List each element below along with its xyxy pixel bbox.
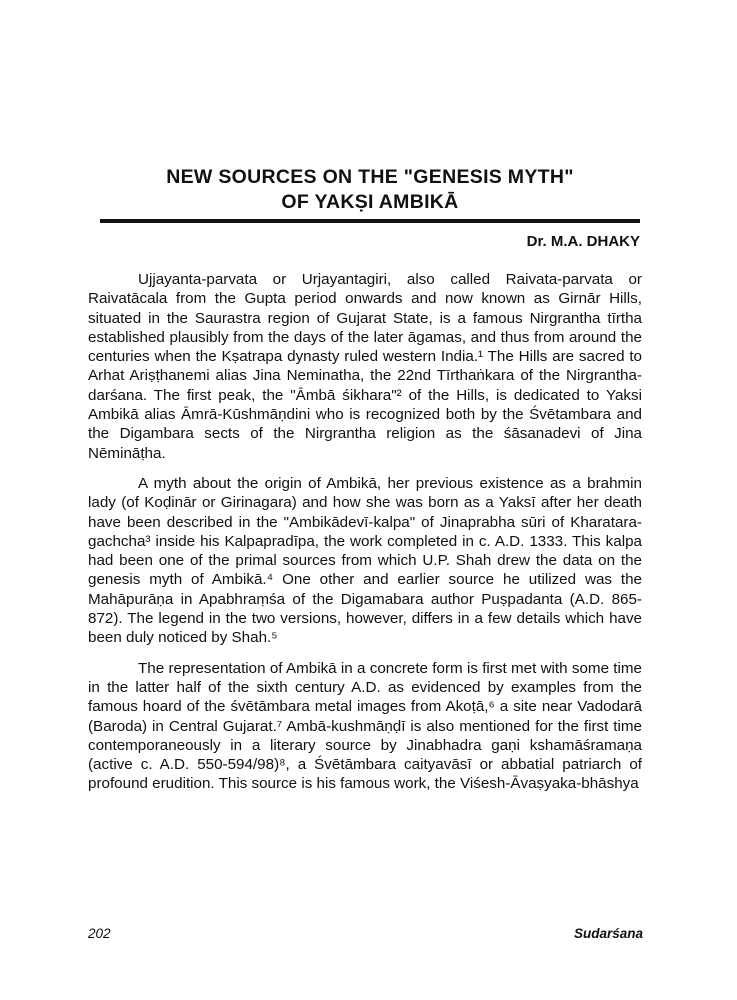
title-rule (100, 219, 640, 223)
author-name: Dr. M.A. DHAKY (526, 233, 640, 250)
journal-name: Sudarśana (573, 926, 643, 941)
paragraph-1: Ujjayanta-parvata or Urjayantagiri, also called Raivata-parvata or Raivatācala from the Gupta period onwards and now known as Girnār Hills, situated in the Saurastra region of Gujarat State, is a famous Nirgrantha tīrtha established plausibly from the days of the later āgamas, and thus from around the centuries when the Kṣatrapa dynasty ruled western India.¹ The Hills are sacred to Arhat Ariṣṭhanemi alias Jina Neminatha, the 22nd Tīrthaṅkara of the Nirgrantha-darśana. The first peak, the "Āmbā śikhara"² of the Hills, is dedicated to Yaksi Ambikā alias Āmrā-Kūshmāṇdini who is recognized both by the Śvētambara and the Digambara sects of the Nirgrantha religion as the śāsanadevi of Jina Nēmināṭha. (88, 271, 642, 462)
page-number: 202 (88, 926, 111, 941)
paragraph-2: A myth about the origin of Ambikā, her previous existence as a brahmin lady (of Koḍinār or Girinagara) and how she was born as a Yaksī after her death have been described in the "Ambikādevī-kalpa" of Jinaprabha sūri of Kharatara-gachcha³ inside his Kalpapradīpa, the work completed in c. A.D. 1333. This kalpa had been one of the primal sources from which U.P. Shah drew the data on the genesis myth of Ambikā.⁴ One other and earlier source he utilized was the Mahāpurāṇa in Apabhraṃśa of the Digamabara author Puṣpadanta (A.D. 865-872). The legend in the two versions, however, differs in a few details which have been duly noticed by Shah.⁵ (88, 474, 642, 647)
paragraph-3: The representation of Ambikā in a concrete form is first met with some time in the latter half of the sixth century A.D. as evidenced by examples from the famous hoard of the śvētāmbara metal images from Akoṭā,⁶ a site near Vadodarā (Baroda) in Central Gujarat.⁷ Ambā-kushmāṇḍī is also mentioned for the first time contemporaneously in a literary source by Jinabhadra gaṇi kshamāśramaṇa (active c. A.D. 550-594/98)⁸, a Śvētāmbara caityavāsī or abbatial patriarch of profound erudition. This source is his famous work, the Viśesh-Āvaṣyaka-bhāshya (88, 659, 642, 793)
article-title-line-1: NEW SOURCES ON THE "GENESIS MYTH" (166, 166, 574, 188)
article-body (88, 270, 642, 794)
article-title-line-2: OF YAKṢI AMBIKĀ (281, 191, 459, 213)
